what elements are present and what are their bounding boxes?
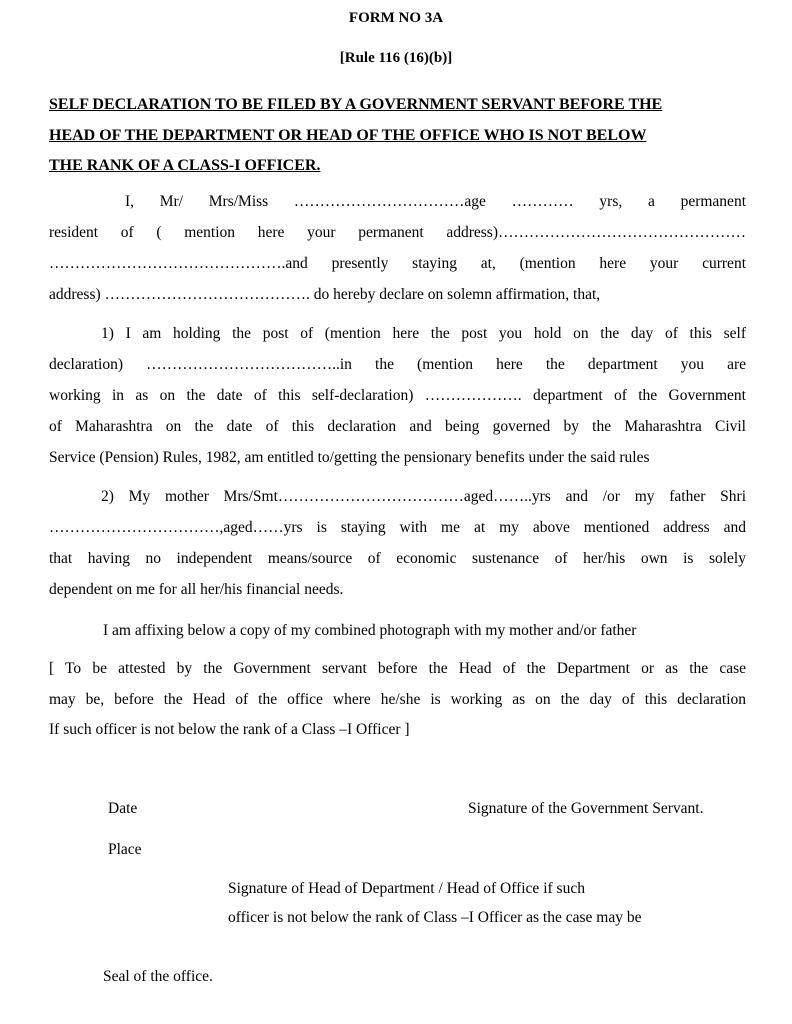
paragraph-line: 1) I am holding the post of (mention here the post you hold on the day of this self (101, 325, 746, 342)
paragraph-line: that having no independent means/source of economic sustenance of her/his own is solely (49, 550, 746, 567)
government-servant-signature-label: Signature of the Government Servant. (468, 800, 704, 817)
paragraph-line: 2) My mother Mrs/Smt………………………………aged……..yrs and /or my father Shri (101, 488, 746, 505)
paragraph-line: ……………………………………….and presently staying at, (mention here your current (49, 255, 746, 272)
attestation-note (49, 654, 746, 746)
place-label: Place (108, 841, 142, 858)
heading-line: THE RANK OF A CLASS-I OFFICER. (49, 157, 321, 174)
declaration-point-1 (49, 318, 746, 473)
intro-paragraph (49, 186, 746, 310)
paragraph-line: I am affixing below a copy of my combined photograph with my mother and/or father (103, 622, 637, 639)
date-label: Date (108, 800, 138, 817)
paragraph-line: declaration) ………………………………..in the (mention here the department you are (49, 356, 746, 373)
declaration-point-2 (49, 481, 746, 605)
paragraph-line: [ To be attested by the Government servant before the Head of the Department or as the case (49, 660, 746, 677)
paragraph-line: resident of ( mention here your permanent address)………………………………………… (49, 224, 746, 241)
paragraph-line: Service (Pension) Rules, 1982, am entitled to/getting the pensionary benefits under the said rules (49, 449, 650, 466)
head-signature-label-line2: officer is not below the rank of Class –I Officer as the case may be (228, 909, 642, 926)
paragraph-line: ……………………………,aged……yrs is staying with me at my above mentioned address and (49, 519, 746, 536)
paragraph-line: I, Mr/ Mrs/Miss ……………………………age ………… yrs, a permanent (125, 193, 746, 210)
form-number: FORM NO 3A (348, 10, 444, 26)
paragraph-line: may be, before the Head of the office where he/she is working as on the day of this declaration (49, 690, 746, 708)
heading-line: HEAD OF THE DEPARTMENT OR HEAD OF THE OFFICE WHO IS NOT BELOW (49, 126, 647, 144)
rule-reference: [Rule 116 (16)(b)] (339, 50, 453, 66)
photo-note (49, 615, 746, 646)
paragraph-line: dependent on me for all her/his financial needs. (49, 581, 344, 598)
document-heading (49, 90, 749, 182)
paragraph-line: If such officer is not below the rank of a Class –I Officer ] (49, 721, 410, 738)
paragraph-line: of Maharashtra on the date of this declaration and being governed by the Maharashtra Civil (49, 418, 746, 435)
paragraph-line: working in as on the date of this self-declaration) ………………. department of the Government (49, 387, 746, 404)
office-seal-label: Seal of the office. (103, 968, 213, 985)
paragraph-line: address) …………………………………. do hereby declare on solemn affirmation, that, (49, 286, 601, 303)
heading-line: SELF DECLARATION TO BE FILED BY A GOVERNMENT SERVANT BEFORE THE (49, 96, 663, 113)
head-signature-label-line1: Signature of Head of Department / Head of Office if such (228, 880, 585, 897)
